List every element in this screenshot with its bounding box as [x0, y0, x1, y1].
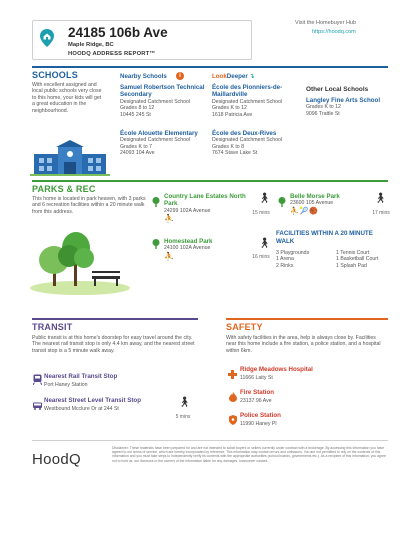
facility-item: 1 Tennis Court	[336, 250, 370, 256]
playground-icon: ⛹	[164, 214, 174, 224]
safety-item-address: 11990 Haney Pl	[240, 421, 277, 427]
fire-icon	[229, 389, 237, 407]
arrow-icon: ↴	[249, 73, 255, 80]
school-item[interactable]	[212, 84, 296, 118]
facility-item: 2 Rinks	[276, 262, 294, 269]
school-name: École des Deux-Rives	[212, 130, 277, 137]
walk-icon: 🚶︎	[178, 397, 191, 408]
park-walk-time: 17 mins	[372, 210, 390, 216]
safety-item-address: 11666 Laity St	[240, 375, 273, 381]
park-item[interactable]	[290, 193, 362, 215]
facilities-title: FACILITIES WITHIN A 20 MINUTE WALK	[276, 230, 373, 245]
report-label: HOODQ ADDRESS REPORT™	[68, 51, 156, 57]
park-walk-time: 16 mins	[252, 254, 270, 260]
rail-stop-name: Port Haney Station	[44, 382, 88, 388]
hub-link[interactable]: https://hoodq.com	[312, 29, 356, 35]
footer-disclaimer: Disclaimer: These materials have been prepared for and are not intended to solicit buyers or sellers currently under contract with a brokerage. By accessing this information you have agreed to our terms of service, which are hereby incorporated by reference. This information may contain errors and omissions. You are not permitted to rely on the contents of this information and you must take steps to independently verify its contents with the appropriate authorities (school boards, governments etc.). As a recipient of this information, you agree not to hold us, our licensors or the owners of the information liable for any damages, howsoever caused.	[112, 446, 386, 463]
park-tree-icon	[278, 194, 286, 212]
transit-title: TRANSIT	[32, 322, 73, 332]
transit-divider	[32, 318, 198, 320]
safety-divider	[226, 318, 388, 320]
facility-item: 3 Playgrounds	[276, 250, 310, 256]
street-stop-title: Nearest Street Level Transit Stop	[44, 397, 141, 404]
school-grades: Grades 8 to 12	[120, 105, 155, 112]
school-type: Designated Catchment School	[120, 98, 191, 105]
school-name: Samuel Robertson Technical Secondary	[120, 84, 205, 99]
train-icon	[33, 372, 42, 390]
address-city: Maple Ridge, BC	[68, 42, 114, 48]
lookdeeper-look: Look	[212, 73, 227, 80]
location-pin-icon	[40, 29, 54, 52]
hospital-icon	[228, 366, 237, 384]
safety-description: With safety facilities in the area, help is always close by. Facilities near this home include a fire station, a police station, and a hospital within 6km.	[226, 335, 381, 354]
school-address: 9096 Trattle St	[306, 110, 340, 117]
park-address: 24299 102A Avenue	[164, 207, 211, 214]
school-grades: Grades K to 12	[212, 105, 247, 112]
park-walk-time: 15 mins	[252, 210, 270, 216]
park-tree-icon	[152, 236, 160, 254]
park-name: Homestead Park	[164, 238, 213, 245]
footer-divider	[32, 440, 388, 441]
school-address: 10445 245 St	[120, 111, 151, 118]
school-name: École des Pionniers-de-Maillardville	[212, 84, 283, 99]
transit-description: Public transit is at this home's doorstep for easy travel around the city. The nearest rail transit stop is only 4.4 km away, and the nearest street transit stop is a 5 minute walk away.	[32, 335, 195, 354]
facility-item: 1 Splash Pad	[336, 262, 367, 269]
schools-title: SCHOOLS	[32, 70, 78, 80]
info-icon[interactable]: i	[176, 72, 184, 80]
parks-description: This home is located in park heaven, with 3 parks and 6 recreation facilities within a 20 minute walk from this address.	[32, 196, 146, 215]
playground-icon: ⛹	[164, 251, 174, 261]
address-header	[32, 20, 252, 60]
address-title: 24185 106b Ave	[68, 25, 168, 40]
park-name: Country Lane Estates North Park	[164, 193, 246, 208]
transit-walk-time: 5 mins	[175, 414, 191, 420]
facility-icons: ⛹🎾🏀	[290, 207, 320, 215]
school-address: 24093 104 Ave	[120, 150, 155, 157]
safety-item-name: Fire Station	[240, 389, 275, 396]
park-name: Belle Morse Park	[290, 193, 340, 200]
school-item[interactable]	[306, 97, 390, 117]
safety-title: SAFETY	[226, 322, 263, 332]
safety-item-address: 23137 96 Ave	[240, 398, 272, 404]
parks-divider	[32, 180, 388, 182]
other-schools-title: Other Local Schools	[306, 86, 369, 93]
school-type: Designated Catchment School	[212, 137, 283, 144]
park-tree-icon	[152, 194, 160, 212]
school-address: 7674 Stave Lake St	[212, 150, 258, 157]
walk-icon: 🚶︎	[374, 193, 387, 204]
school-type: Designated Catchment School	[212, 98, 283, 105]
facility-item: 1 Basketball Court	[336, 256, 379, 263]
lookdeeper-deeper: Deeper	[226, 73, 248, 80]
school-item[interactable]	[212, 130, 296, 157]
park-address: 24100 102A Avenue	[164, 245, 211, 252]
police-badge-icon	[229, 412, 237, 430]
school-building-illustration	[30, 140, 110, 181]
walk-icon: 🚶︎	[258, 238, 271, 249]
school-name: École Alouette Elementary	[120, 130, 198, 137]
park-illustration	[28, 228, 132, 301]
school-item[interactable]	[120, 84, 210, 118]
school-grades: Grades K to 7	[120, 143, 153, 150]
nearby-schools-title: Nearby Schools	[120, 73, 167, 80]
park-address: 23600 105 Avenue	[290, 200, 334, 207]
safety-item-name: Police Station	[240, 412, 281, 419]
hub-label: Visit the Homebuyer Hub	[295, 20, 357, 26]
school-item[interactable]	[120, 130, 210, 157]
walk-icon: 🚶︎	[258, 193, 271, 204]
schools-description: With excellent assigned and local public schools very close to this home, your kids will get a great education in the neighbourhood.	[32, 82, 102, 114]
lookdeeper-logo[interactable]	[212, 73, 255, 80]
street-stop-name: Westbound Mcclure Dr at 244 St	[44, 406, 119, 412]
safety-item-name: Ridge Meadows Hospital	[240, 366, 313, 373]
bus-icon	[33, 397, 42, 415]
school-grades: Grades K to 12	[306, 104, 341, 111]
school-grades: Grades K to 8	[212, 143, 245, 150]
school-type: Designated Catchment School	[120, 137, 191, 144]
facilities-list-2	[336, 250, 396, 269]
schools-divider	[32, 66, 388, 68]
school-name: Langley Fine Arts School	[306, 97, 381, 104]
park-item[interactable]	[164, 193, 248, 223]
parks-title: PARKS & REC	[32, 184, 96, 194]
park-item[interactable]	[164, 238, 248, 261]
hoodq-logo[interactable]: HoodQ	[32, 451, 82, 468]
facilities-list-1	[276, 250, 332, 269]
rail-stop-title: Nearest Rail Transit Stop	[44, 373, 118, 380]
facility-item: 1 Arena	[276, 256, 294, 263]
school-address: 1618 Patricia Ave	[212, 111, 253, 118]
